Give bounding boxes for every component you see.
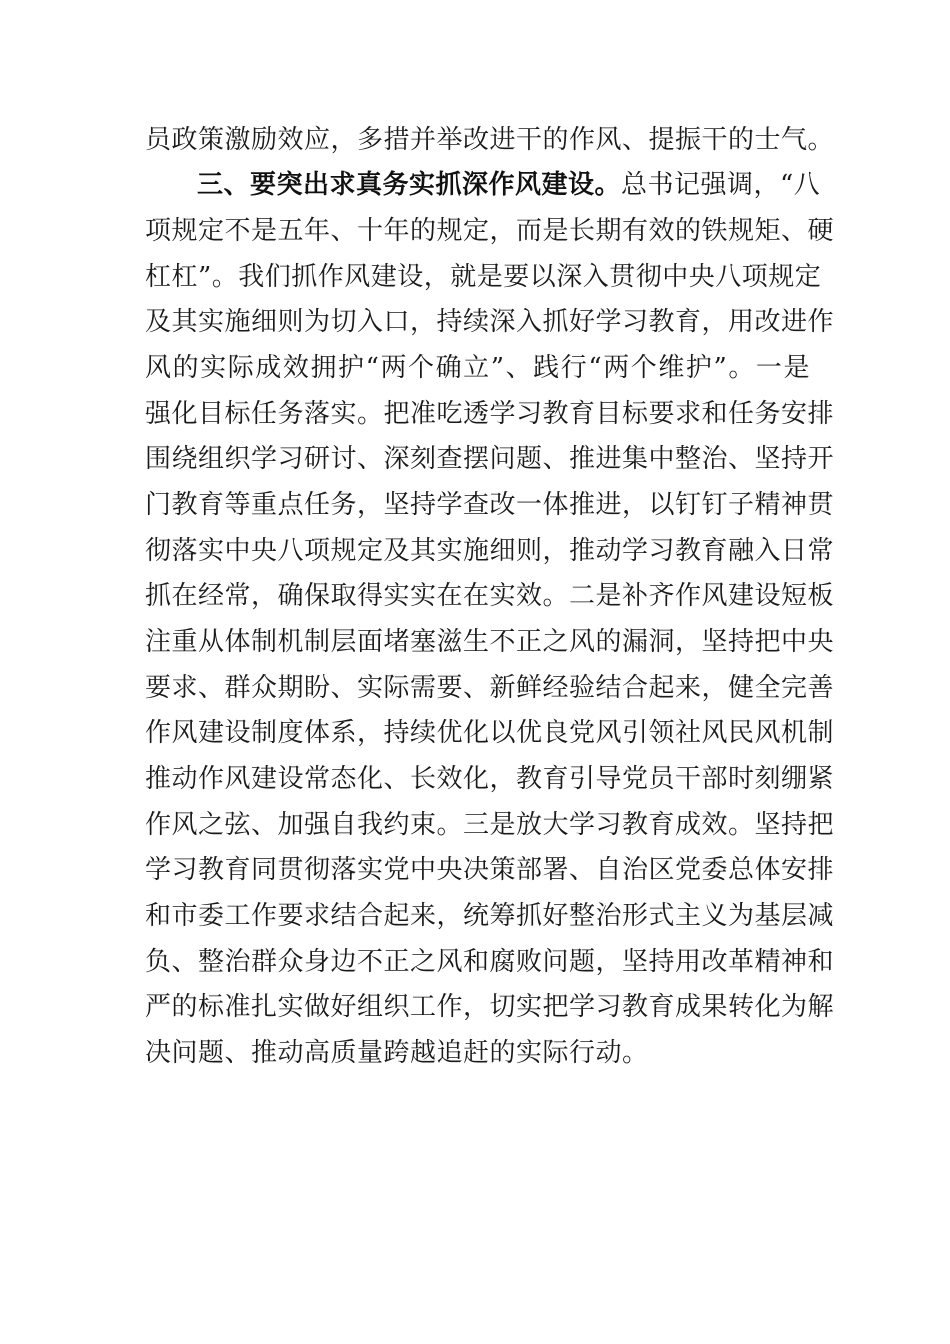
body-line: 抓在经常，确保取得实实在在实效。二是补齐作风建设短板 xyxy=(145,581,835,611)
section-3-heading: 三、要突出求真务实抓深作风建设。 xyxy=(197,170,622,200)
intro-line: 员政策激励效应，多措并举改进干的作风、提振干的士气。 xyxy=(145,125,835,155)
section-3-first-line-text: 总书记强调，“八 xyxy=(621,170,821,200)
body-line: 注重从体制机制层面堵塞滋生不正之风的漏洞，坚持把中央 xyxy=(145,627,835,657)
body-line: 杠杠”。我们抓作风建设，就是要以深入贯彻中央八项规定 xyxy=(145,262,822,292)
body-line: 风的实际成效拥护“两个确立”、践行“两个维护”。一是 xyxy=(145,353,810,383)
body-line: 决问题、推动高质量跨越追赶的实际行动。 xyxy=(145,1038,649,1068)
body-line: 和市委工作要求结合起来，统筹抓好整治形式主义为基层减 xyxy=(145,901,835,931)
body-line: 学习教育同贯彻落实党中央决策部署、自治区党委总体安排 xyxy=(145,855,835,885)
body-line: 要求、群众期盼、实际需要、新鲜经验结合起来，健全完善 xyxy=(145,673,835,703)
body-line: 严的标准扎实做好组织工作，切实把学习教育成果转化为解 xyxy=(145,992,835,1022)
body-line: 围绕组织学习研讨、深刻查摆问题、推进集中整治、坚持开 xyxy=(145,444,835,474)
body-line: 项规定不是五年、十年的规定，而是长期有效的铁规矩、硬 xyxy=(145,216,835,246)
body-line: 作风之弦、加强自我约束。三是放大学习教育成效。坚持把 xyxy=(145,810,835,840)
body-line: 及其实施细则为切入口，持续深入抓好学习教育，用改进作 xyxy=(145,307,835,337)
body-line: 门教育等重点任务，坚持学查改一体推进，以钉钉子精神贯 xyxy=(145,490,835,520)
body-line: 作风建设制度体系，持续优化以优良党风引领社风民风机制 xyxy=(145,718,835,748)
body-line: 推动作风建设常态化、长效化，教育引导党员干部时刻绷紧 xyxy=(145,764,835,794)
section-3-first-line xyxy=(197,165,821,205)
body-line: 彻落实中央八项规定及其实施细则，推动学习教育融入日常 xyxy=(145,536,835,566)
body-line: 强化目标任务落实。把准吃透学习教育目标要求和任务安排 xyxy=(145,399,835,429)
body-line: 负、整治群众身边不正之风和腐败问题，坚持用改革精神和 xyxy=(145,947,835,977)
